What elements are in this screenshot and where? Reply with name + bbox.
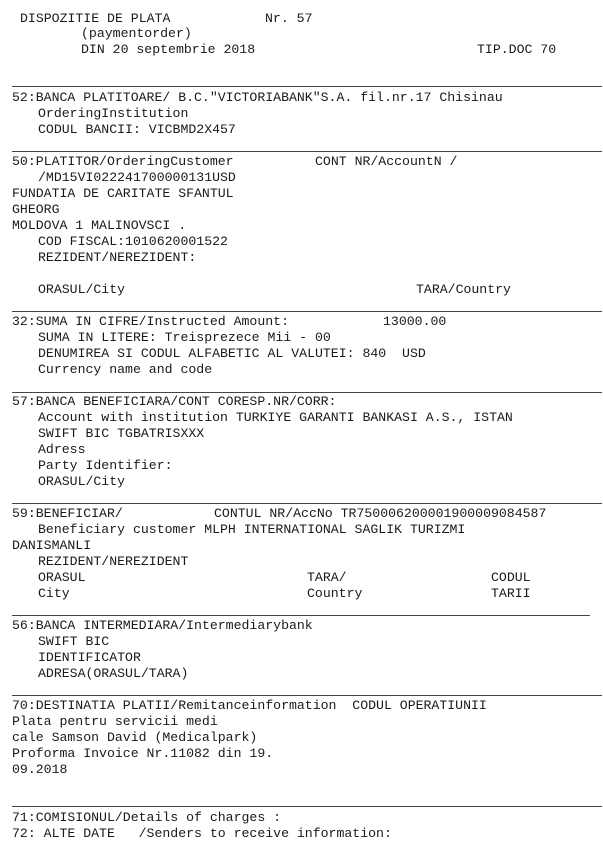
section-divider: [12, 311, 602, 312]
intermediary-address-label: ADRESA(ORASUL/TARA): [38, 666, 189, 681]
beneficiary-bank-label: 57:BANCA BENEFICIARA/CONT CORESP.NR/CORR:: [12, 394, 337, 409]
section-divider: [12, 151, 602, 152]
document-subtitle: (paymentorder): [81, 26, 192, 41]
document-type: TIP.DOC 70: [477, 42, 557, 57]
beneficiary-country-code-label: CODUL: [491, 570, 531, 585]
beneficiary-account: CONTUL NR/AccNo TR750006200001900009084587: [214, 506, 547, 521]
resident-status: REZIDENT/NEREZIDENT:: [38, 250, 197, 265]
details-of-charges: 71:COMISIONUL/Details of charges :: [12, 810, 282, 825]
instructed-amount-label: 32:SUMA IN CIFRE/Instructed Amount:: [12, 314, 289, 329]
section-divider: [12, 503, 602, 504]
intermediary-swift-label: SWIFT BIC: [38, 634, 110, 649]
beneficiary-bank-name: Account with institution TURKIYE GARANTI BANKASI A.S., ISTAN: [38, 410, 513, 425]
bank-address-label: Adress: [38, 442, 86, 457]
amount-in-words: SUMA IN LITERE: Treisprezece Mii - 00: [38, 330, 331, 345]
payer-address: MOLDOVA 1 MALINOVSCI .: [12, 218, 187, 233]
currency-code: DENUMIREA SI CODUL ALFABETIC AL VALUTEI: 840 USD: [38, 346, 426, 361]
remittance-line4: 09.2018: [12, 762, 68, 777]
beneficiary-city-label: ORASUL: [38, 570, 86, 585]
beneficiary-name-line1: Beneficiary customer MLPH INTERNATIONAL SAGLIK TURIZMI: [38, 522, 466, 537]
beneficiary-resident-status: REZIDENT/NEREZIDENT: [38, 554, 189, 569]
document-title: DISPOZITIE DE PLATA: [20, 11, 171, 26]
document-number: Nr. 57: [265, 11, 313, 26]
payer-city-label: ORASUL/City: [38, 282, 126, 297]
remittance-line2: cale Samson David (Medicalpark): [12, 730, 258, 745]
bank-city-label: ORASUL/City: [38, 474, 126, 489]
beneficiary-label: 59:BENEFICIAR/: [12, 506, 123, 521]
bank-code: CODUL BANCII: VICBMD2X457: [38, 122, 236, 137]
ordering-customer-label: 50:PLATITOR/OrderingCustomer: [12, 154, 234, 169]
party-identifier-label: Party Identifier:: [38, 458, 173, 473]
sender-information: 72: ALTE DATE /Senders to receive information:: [12, 826, 392, 841]
intermediary-identifier-label: IDENTIFICATOR: [38, 650, 141, 665]
remittance-line3: Proforma Invoice Nr.11082 din 19.: [12, 746, 274, 761]
section-divider: [12, 695, 602, 696]
beneficiary-city-label-en: City: [38, 586, 70, 601]
intermediary-bank-label: 56:BANCA INTERMEDIARA/Intermediarybank: [12, 618, 313, 633]
beneficiary-name-line2: DANISMANLI: [12, 538, 92, 553]
fiscal-code: COD FISCAL:1010620001522: [38, 234, 228, 249]
beneficiary-country-label: TARA/: [307, 570, 347, 585]
payer-name-line1: FUNDATIA DE CARITATE SFANTUL: [12, 186, 234, 201]
ordering-bank-line: 52:BANCA PLATITOARE/ B.C."VICTORIABANK"S.A. fil.nr.17 Chisinau: [12, 90, 503, 105]
document-date: DIN 20 septembrie 2018: [81, 42, 256, 57]
ordering-institution-label: OrderingInstitution: [38, 106, 189, 121]
instructed-amount: 13000.00: [383, 314, 447, 329]
payer-country-label: TARA/Country: [416, 282, 511, 297]
beneficiary-country-label-en: Country: [307, 586, 363, 601]
payer-account: /MD15VI022241700000131USD: [38, 170, 236, 185]
remittance-label: 70:DESTINATIA PLATII/Remitanceinformation CODUL OPERATIUNII: [12, 698, 487, 713]
account-number-label: CONT NR/AccountN /: [315, 154, 458, 169]
remittance-line1: Plata pentru servicii medi: [12, 714, 218, 729]
payer-name-line2: GHEORG: [12, 202, 60, 217]
section-divider: [12, 806, 602, 807]
currency-label: Currency name and code: [38, 362, 213, 377]
swift-bic: SWIFT BIC TGBATRISXXX: [38, 426, 205, 441]
beneficiary-country-code-label-2: TARII: [491, 586, 531, 601]
section-divider: [12, 615, 590, 616]
section-divider: [12, 86, 602, 87]
section-divider: [12, 392, 602, 393]
